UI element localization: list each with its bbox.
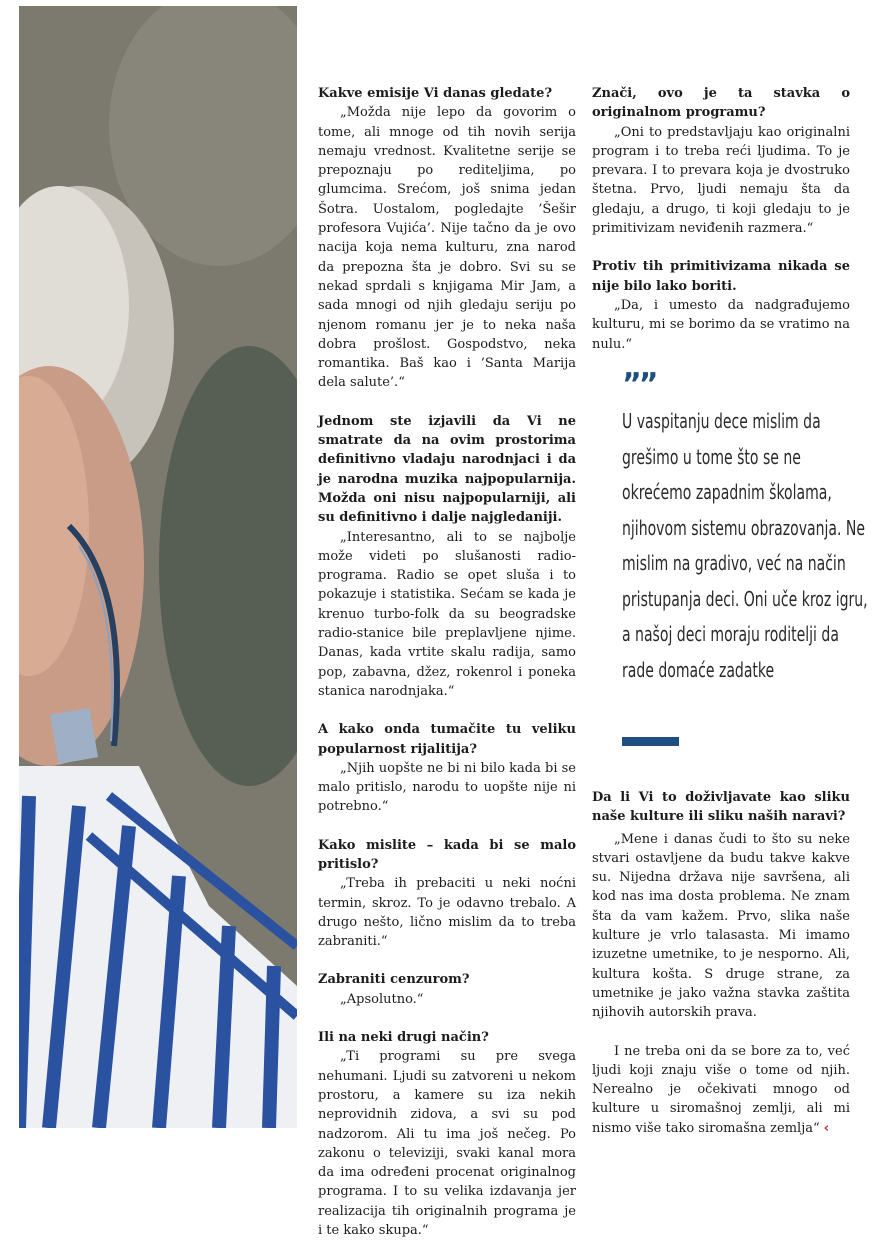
pull-quote [622,367,870,688]
answer-2: „Interesantno, ali to se najbolje može videti po slušanosti radio-programa. Radio se opet sluša i to pokazuje i statistika. Sećam se kada je krenuo turbo-folk da su beogradske radio-stanice bile preplavljene njime. Danas, kada vrtite skalu radija, samo pop, zabavna, džez, rokenrol i poneka stanica narodnjaka.“ [318,529,576,699]
question-5: Zabraniti cenzurom? [318,972,470,988]
answer-3: „Njih uopšte ne bi ni bilo kada bi se malo pritislo, narodu to uopšte nije ni potrebno.“ [318,760,576,815]
pull-quote-text: U vaspitanju dece mislim da grešimo u tome što se ne okrećemo zapadnim školama, njihovom sistemu obrazovanja. Ne mislim na gradivo, već na način pristupanja deci. Oni uče kroz igru, a našoj deci moraju roditelji da rade domaće zadatke [622,409,868,682]
answer-9-continued [592,1042,850,1138]
answer-8: „Da, i umesto da nadgrađujemo kulturu, mi se borimo da se vratimo na nulu.“ [592,297,850,352]
question-1: Kakve emisije Vi danas gledate? [318,86,553,101]
question-2: Jednom ste izjavili da Vi ne smatrate da na ovim prostorima definitivno vladaju narodnjaci i da je narodna muzika najpopularnija. Možda oni nisu najpopularniji, ali su definitivno i dalje najgledaniji. [318,413,576,526]
portrait-photo [19,6,297,1128]
question-7: Znači, ovo je ta stavka o originalnom programu? [592,86,850,121]
answer-7: „Oni to predstavljaju kao originalni program i to treba reći ljudima. To je prevara. I to prevara koja je dvostruko štetna. Prvo, ljudi nemaju šta da gledaju, a drugo, ti koji gledaju to je primitivizam neviđenih razmera.“ [592,124,850,237]
question-3: A kako onda tumačite tu veliku popularnost rijalitija? [318,722,576,757]
answer-6: „Ti programi su pre svega nehumani. Ljudi su zatvoreni u nekom prostoru, a kamere su iza nekih neprovidnih zidova, a svi su pod nadzorom. Ali tu ima još nečeg. Po zakonu o televiziji, svaki kanal mora da ima određeni procenat originalnog programa. I to su velika izdavanja jer realizacija tih originalnih programa je i te kako skupa.“ [318,1049,576,1239]
question-9: Da li Vi to doživljavate kao sliku naše kulture ili sliku naših naravi? [592,790,850,825]
answer-1: „Možda nije lepo da govorim o tome, ali mnoge od tih novih serija nemaju vrednost. Kvalitetne serije se prepoznaju po rediteljima, po glumcima. Srećom, još snima jedan Šotra. Uostalom, pogledajte ’Šešir profesora Vujića’. Nije tačno da je ovo nacija koja nema kulturu, zna narod da prepozna šta je dobro. Svi su se nekad sprdali s knjigama Mir Jam, a sada mnogi od njih gledaju seriju po njenom romanu jer je to neka naša dobra prošlost. Gospodstvo, neka romantika. Baš kao i ’Santa Marija dela salute’.“ [318,105,576,391]
question-4: Kako mislite – kada bi se malo pritislo? [318,837,576,872]
portrait-illustration [19,6,297,1128]
pull-quote-divider [622,737,679,746]
article-column-3 [592,788,850,1138]
question-6: Ili na neki drugi način? [318,1030,489,1046]
end-mark-icon: ‹ [823,1120,830,1136]
answer-9-continued-text: I ne treba oni da se bore za to, već ljudi koji znaju više o tome od njih. Nerealno je očekivati mnogo od kulture u siromašnoj zemlji, ali mi nismo više tako siromašna zemlja“ [592,1043,850,1136]
answer-5: „Apsolutno.“ [340,991,424,1007]
answer-9: „Mene i danas čudi to što su neke stvari ostavljene da budu takve kakve su. Nijedna država nije savršena, ali kod nas ima dosta problema. Ne znam šta da vam kažem. Prvo, slika naše kulture je vrlo talasasta. Mi imamo izuzetne umetnike, to je nesporno. Ali, kultura košta. S druge strane, za umetnike je jako važna stavka zaštita njihovih autorskih prava. [592,831,850,1021]
article-column-1 [318,84,576,1240]
article-column-2 [592,84,850,354]
answer-4: „Treba ih prebaciti u neki noćni termin, skroz. To je odavno trebalo. A drugo nešto, lično mislim da to treba zabraniti.“ [318,876,576,950]
quote-mark-icon: ”” [622,367,656,402]
question-8: Protiv tih primitivizama nikada se nije bilo lako boriti. [592,259,850,294]
